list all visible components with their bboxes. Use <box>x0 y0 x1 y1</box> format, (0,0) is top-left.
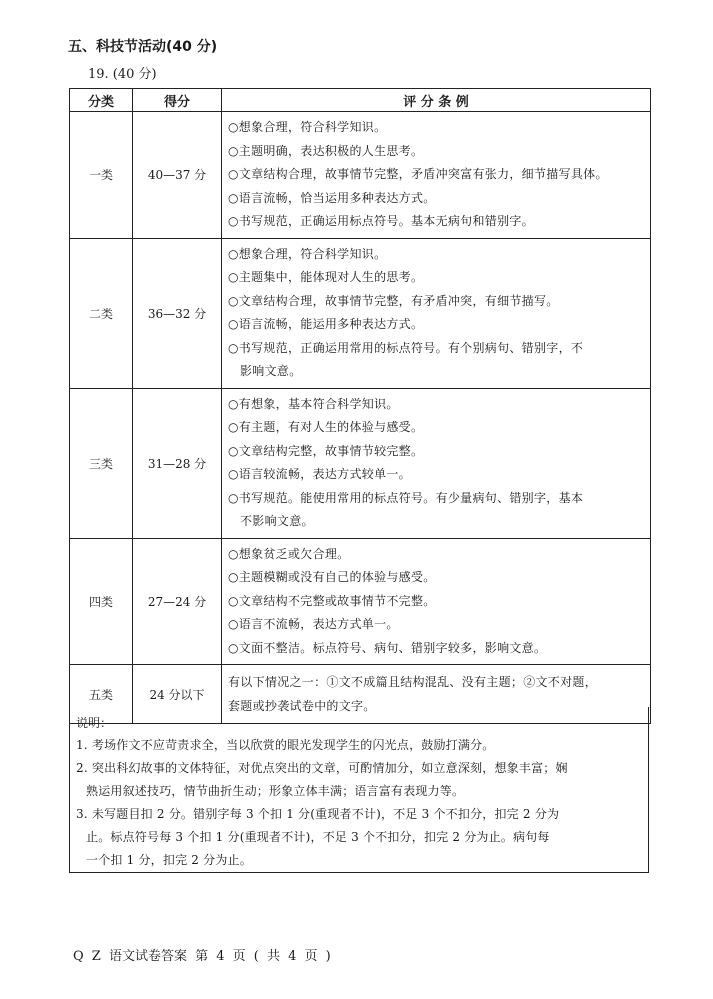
note-line: 2. 突出科幻故事的文体特征，对优点突出的文章，可酌情加分，如立意深刻，想象丰富；娴 <box>76 761 568 775</box>
criteria-line: ○想象合理，符合科学知识。 <box>228 120 387 134</box>
criteria-line: 套题或抄袭试卷中的文字。 <box>228 699 376 713</box>
criteria-line: ○文面不整洁。标点符号、病句、错别字较多，影响文意。 <box>228 640 547 655</box>
criteria-line: ○语言流畅，恰当运用多种表达方式。 <box>228 190 436 205</box>
table-row <box>70 238 651 388</box>
criteria-line: ○文章结构不完整或故事情节不完整。 <box>228 593 436 608</box>
row-criteria <box>222 238 651 388</box>
criteria-line: ○书写规范，正确运用标点符号。基本无病句和错别字。 <box>228 214 534 228</box>
table-header-row <box>70 89 651 112</box>
row-score: 27—24 分 <box>133 538 222 665</box>
note-line: 3. 未写题目扣 2 分。错别字每 3 个扣 1 分(重现者不计)，不足 3 个不扣分，扣完 2 分为 <box>76 807 560 821</box>
criteria-line: ○书写规范。能使用常用的标点符号。有少量病句、错别字，基本 <box>228 490 584 505</box>
row-criteria <box>222 388 651 538</box>
criteria-line: ○文章结构合理，故事情节完整，矛盾冲突富有张力，细节描写具体。 <box>228 167 608 181</box>
criteria-line: ○有主题，有对人生的体验与感受。 <box>228 420 424 434</box>
row-score: 40—37 分 <box>133 112 222 239</box>
question-number: 19. (40 分) <box>88 67 157 82</box>
header-criteria: 评 分 条 例 <box>222 89 651 112</box>
note-line: 1. 考场作文不应苛责求全，当以欣赏的眼光发现学生的闪光点，鼓励打满分。 <box>76 738 495 752</box>
page-footer: Q Z 语文试卷答案 第 4 页 ( 共 4 页 ) <box>73 949 331 964</box>
criteria-line: ○想象合理，符合科学知识。 <box>228 246 387 261</box>
criteria-line: ○想象贫乏或欠合理。 <box>228 546 350 561</box>
notes-box <box>69 707 649 873</box>
criteria-line: ○语言不流畅，表达方式单一。 <box>228 617 399 631</box>
criteria-line: 影响文意。 <box>240 364 302 378</box>
row-criteria <box>222 538 651 665</box>
criteria-line: ○语言流畅，能运用多种表达方式。 <box>228 317 424 331</box>
header-category: 分类 <box>70 89 133 112</box>
criteria-line: 不影响文意。 <box>240 514 314 528</box>
criteria-line: ○文章结构完整，故事情节较完整。 <box>228 443 424 458</box>
row-category: 四类 <box>70 538 133 665</box>
criteria-line: ○有想象，基本符合科学知识。 <box>228 396 399 411</box>
criteria-line: ○语言较流畅，表达方式较单一。 <box>228 467 411 481</box>
note-line: 一个扣 1 分，扣完 2 分为止。 <box>86 853 252 867</box>
table-row <box>70 538 651 665</box>
criteria-line: ○文章结构合理，故事情节完整，有矛盾冲突，有细节描写。 <box>228 293 559 308</box>
section-title: 五、科技节活动(40 分) <box>68 39 218 55</box>
row-category: 三类 <box>70 388 133 538</box>
criteria-line: ○主题明确，表达积极的人生思考。 <box>228 143 424 158</box>
grading-table <box>69 88 651 724</box>
note-line: 熟运用叙述技巧，情节曲折生动；形象立体丰满；语言富有表现力等。 <box>86 784 465 798</box>
row-score: 31—28 分 <box>133 388 222 538</box>
row-category: 二类 <box>70 238 133 388</box>
header-score: 得分 <box>133 89 222 112</box>
criteria-line: ○主题模糊或没有自己的体验与感受。 <box>228 570 436 584</box>
table-row <box>70 112 651 239</box>
table-row <box>70 388 651 538</box>
row-score: 36—32 分 <box>133 238 222 388</box>
row-category: 一类 <box>70 112 133 239</box>
criteria-line: ○主题集中，能体现对人生的思考。 <box>228 270 424 284</box>
notes-title: 说明： <box>76 716 113 730</box>
criteria-line: 有以下情况之一：①文不成篇且结构混乱、没有主题；②文不对题， <box>228 675 598 689</box>
criteria-line: ○书写规范，正确运用常用的标点符号。有个别病句、错别字，不 <box>228 340 584 355</box>
note-line: 止。标点符号每 3 个扣 1 分(重现者不计)，不足 3 个不扣分，扣完 2 分为止。病句每 <box>86 830 550 844</box>
row-score: 24 分以下 <box>133 665 222 724</box>
row-criteria <box>222 112 651 239</box>
row-category: 五类 <box>70 665 133 724</box>
